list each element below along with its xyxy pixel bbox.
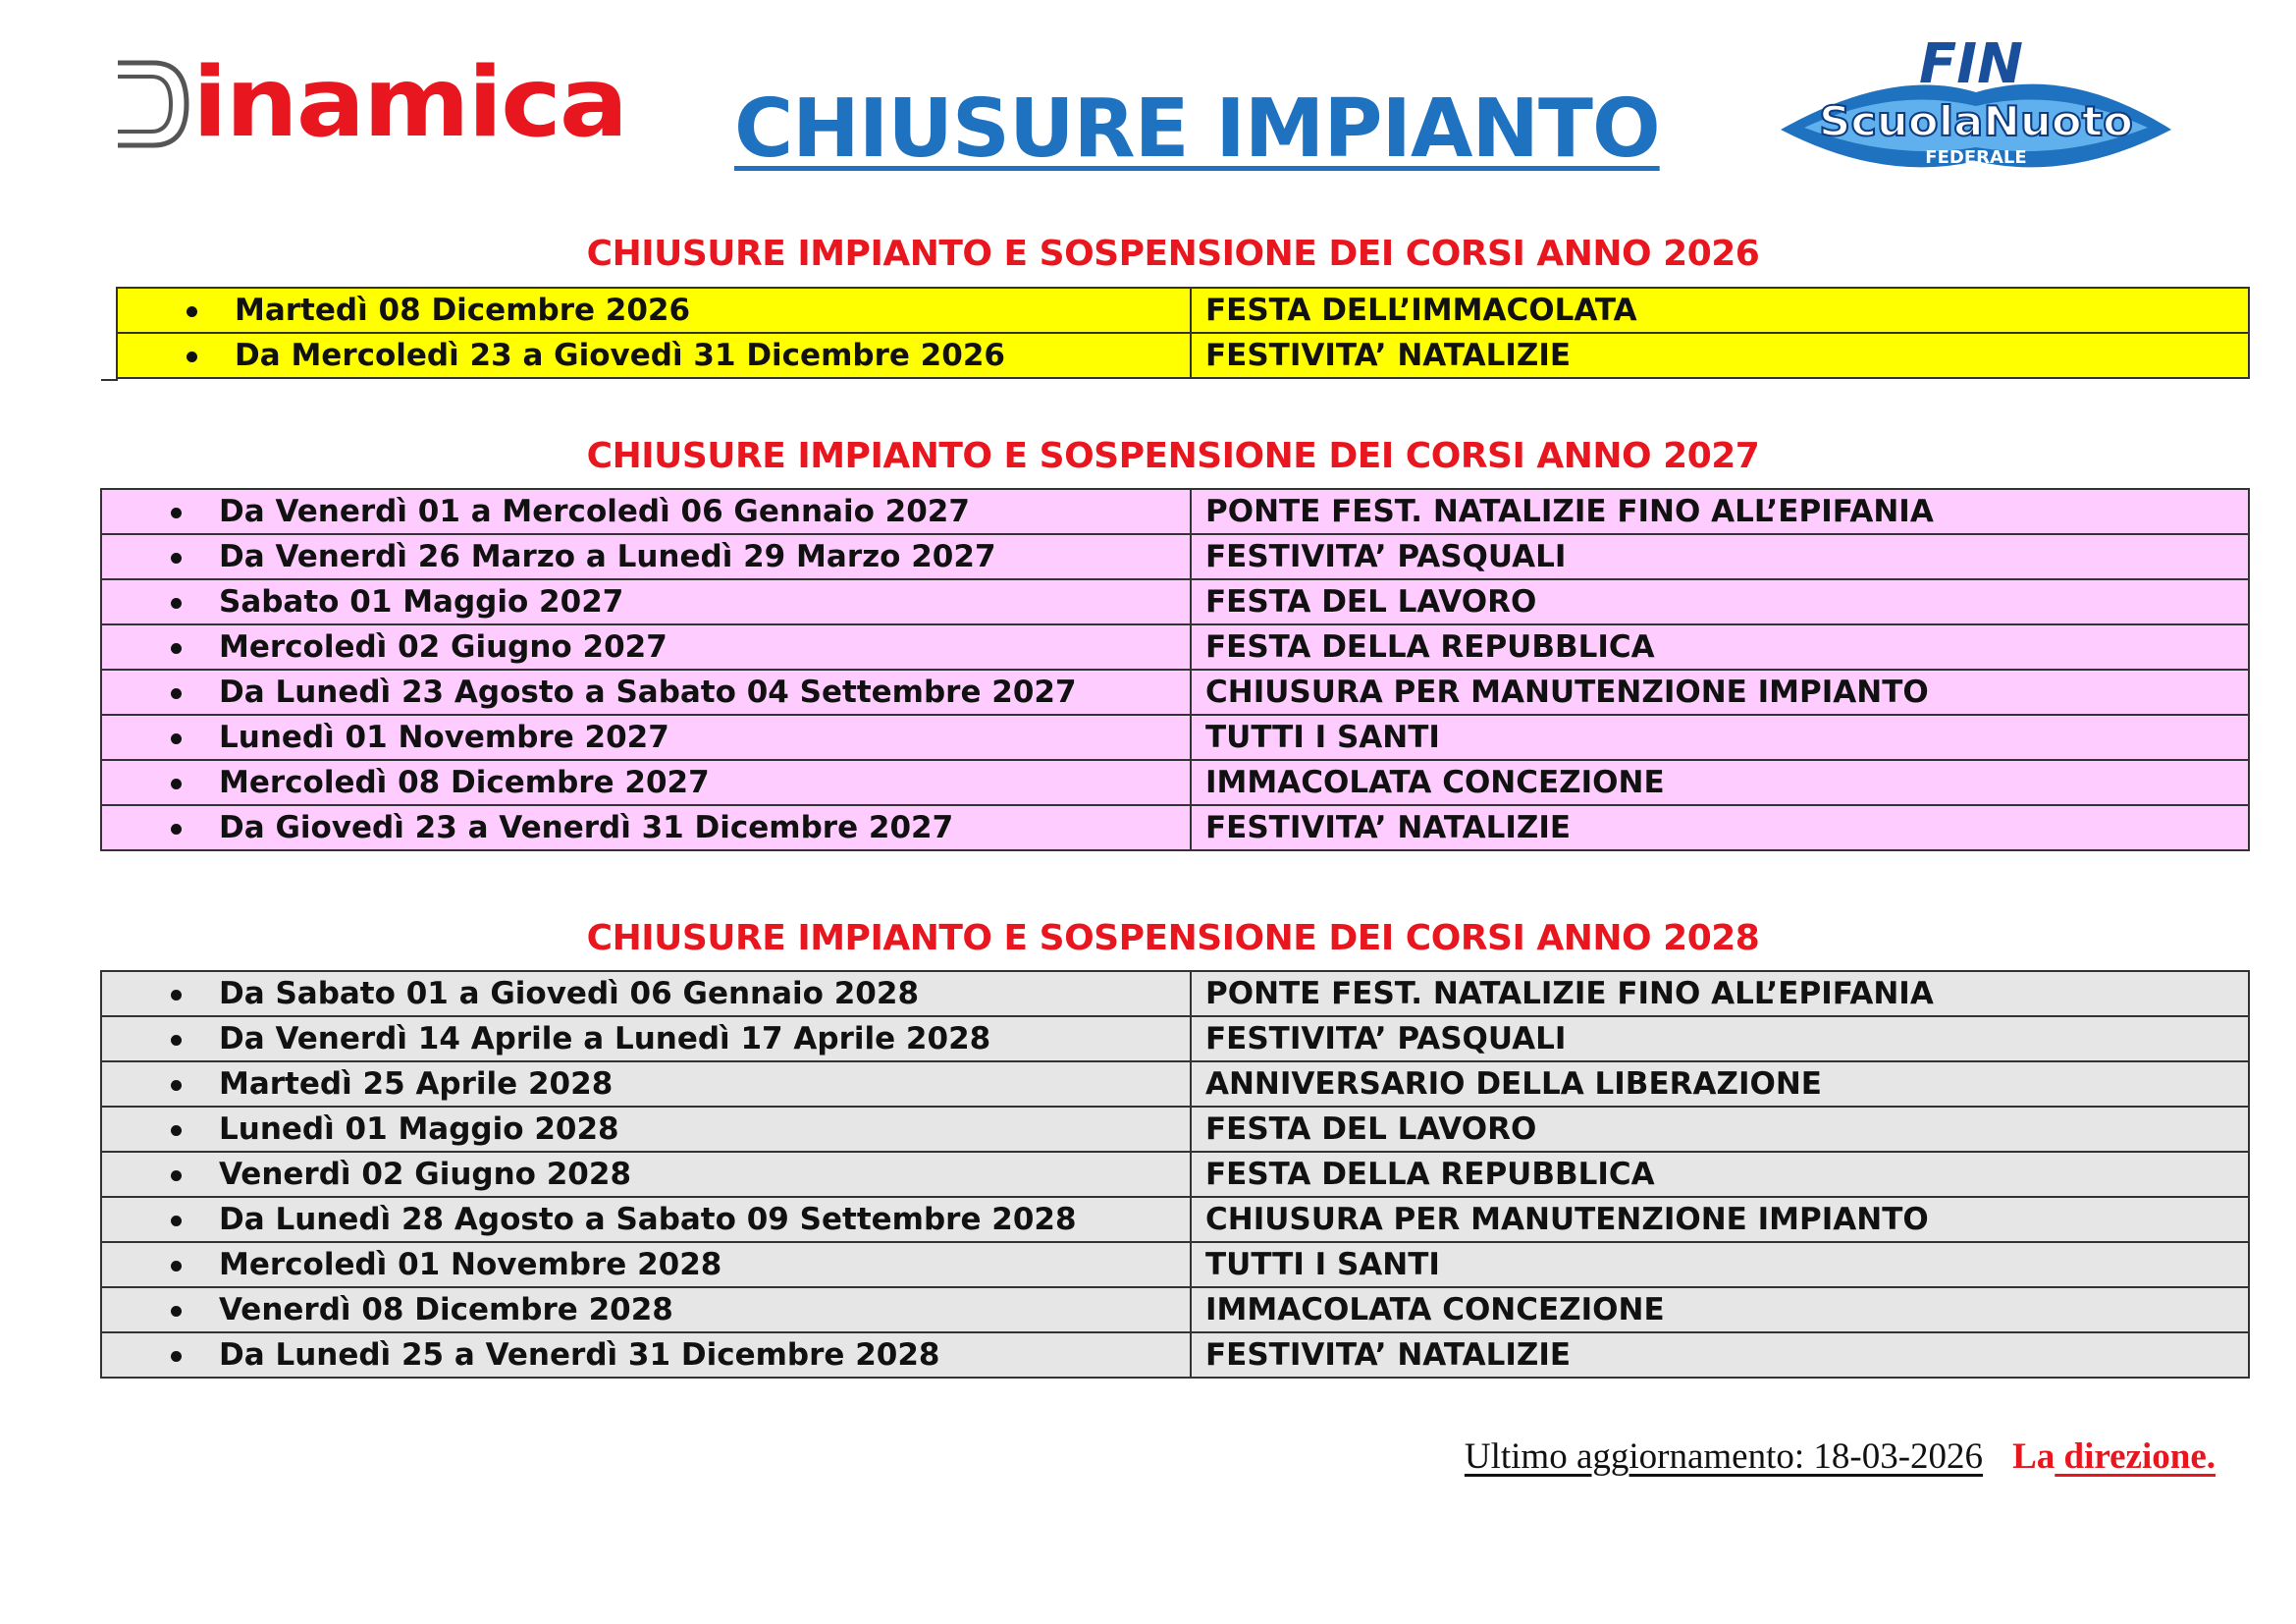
table-row	[101, 1242, 2249, 1287]
date-text: Sabato 01 Maggio 2027	[219, 584, 624, 620]
reason-cell: FESTIVITA’ NATALIZIE	[1191, 333, 2249, 378]
date-cell	[101, 971, 1191, 1016]
date-cell	[101, 1197, 1191, 1242]
table-row	[101, 624, 2249, 670]
table-row	[101, 1152, 2249, 1197]
date-text: Lunedì 01 Maggio 2028	[219, 1111, 619, 1147]
table-row	[101, 579, 2249, 624]
date-cell	[101, 805, 1191, 850]
date-text: Mercoledì 08 Dicembre 2027	[219, 765, 710, 800]
dinamica-logo-graphic	[116, 55, 636, 153]
signature-direzione: direzione.	[2055, 1436, 2216, 1477]
fin-text: FIN	[1919, 35, 2023, 96]
date-cell	[101, 760, 1191, 805]
date-text: Venerdì 08 Dicembre 2028	[219, 1292, 673, 1327]
closures-table-2028	[100, 970, 2250, 1379]
reason-cell: FESTA DELL’IMMACOLATA	[1191, 288, 2249, 333]
reason-cell: FESTIVITA’ PASQUALI	[1191, 534, 2249, 579]
bullet-icon	[171, 1080, 182, 1091]
reason-cell: ANNIVERSARIO DELLA LIBERAZIONE	[1191, 1061, 2249, 1107]
section-heading-2027: CHIUSURE IMPIANTO E SOSPENSIONE DEI CORSI ANNO 2027	[586, 436, 1760, 476]
date-cell	[101, 1016, 1191, 1061]
table-underline	[101, 379, 118, 381]
date-cell	[117, 333, 1191, 378]
date-cell	[101, 1332, 1191, 1378]
bullet-icon	[171, 553, 182, 564]
bullet-icon	[171, 733, 182, 744]
reason-cell: FESTIVITA’ NATALIZIE	[1191, 1332, 2249, 1378]
bullet-icon	[171, 1306, 182, 1317]
reason-cell: FESTA DEL LAVORO	[1191, 1107, 2249, 1152]
reason-cell: TUTTI I SANTI	[1191, 1242, 2249, 1287]
closures-table-2026	[116, 287, 2250, 379]
reason-cell: FESTIVITA’ PASQUALI	[1191, 1016, 2249, 1061]
reason-cell: FESTA DEL LAVORO	[1191, 579, 2249, 624]
date-cell	[101, 1061, 1191, 1107]
reason-cell: FESTA DELLA REPUBBLICA	[1191, 1152, 2249, 1197]
reason-cell: CHIUSURA PER MANUTENZIONE IMPIANTO	[1191, 670, 2249, 715]
bullet-icon	[171, 1170, 182, 1181]
date-cell	[101, 670, 1191, 715]
date-cell	[101, 579, 1191, 624]
date-cell	[101, 715, 1191, 760]
bullet-icon	[171, 1125, 182, 1136]
signature	[2012, 1436, 2216, 1477]
bullet-icon	[187, 352, 197, 362]
bullet-icon	[187, 306, 197, 317]
date-text: Da Sabato 01 a Giovedì 06 Gennaio 2028	[219, 976, 920, 1011]
last-updated: Ultimo aggiornamento: 18-03-2026	[1464, 1436, 1984, 1477]
reason-cell: FESTA DELLA REPUBBLICA	[1191, 624, 2249, 670]
table-row	[117, 288, 2249, 333]
date-text: Venerdì 02 Giugno 2028	[219, 1157, 632, 1192]
page-title: CHIUSURE IMPIANTO	[734, 82, 1660, 176]
date-cell	[101, 1152, 1191, 1197]
date-cell	[101, 1107, 1191, 1152]
table-row	[101, 1107, 2249, 1152]
bullet-icon	[171, 1216, 182, 1226]
date-text: Lunedì 01 Novembre 2027	[219, 720, 669, 755]
fin-scuolanuoto-logo	[1775, 35, 2177, 183]
date-cell	[117, 288, 1191, 333]
signature-la: La	[2012, 1436, 2056, 1477]
table-row	[101, 1197, 2249, 1242]
table-row	[101, 760, 2249, 805]
reason-cell: PONTE FEST. NATALIZIE FINO ALL’EPIFANIA	[1191, 489, 2249, 534]
table-row	[101, 534, 2249, 579]
date-text: Da Venerdì 01 a Mercoledì 06 Gennaio 2027	[219, 494, 970, 529]
date-text: Martedì 08 Dicembre 2026	[235, 293, 691, 328]
section-heading-2026: CHIUSURE IMPIANTO E SOSPENSIONE DEI CORSI ANNO 2026	[586, 234, 1760, 274]
reason-cell: IMMACOLATA CONCEZIONE	[1191, 1287, 2249, 1332]
bullet-icon	[171, 1351, 182, 1362]
bullet-icon	[171, 688, 182, 699]
closures-table-2027	[100, 488, 2250, 851]
date-text: Martedì 25 Aprile 2028	[219, 1066, 614, 1102]
reason-cell: PONTE FEST. NATALIZIE FINO ALL’EPIFANIA	[1191, 971, 2249, 1016]
table-row	[101, 1061, 2249, 1107]
date-cell	[101, 489, 1191, 534]
table-row	[101, 1287, 2249, 1332]
date-text: Da Lunedì 25 a Venerdì 31 Dicembre 2028	[219, 1337, 940, 1373]
date-text: Da Venerdì 26 Marzo a Lunedì 29 Marzo 2027	[219, 539, 996, 574]
date-text: Da Lunedì 28 Agosto a Sabato 09 Settembre 2028	[219, 1202, 1077, 1237]
date-text: Da Giovedì 23 a Venerdì 31 Dicembre 2027	[219, 810, 954, 845]
bullet-icon	[171, 779, 182, 789]
reason-cell: CHIUSURA PER MANUTENZIONE IMPIANTO	[1191, 1197, 2249, 1242]
federale-text: FEDERALE	[1925, 147, 2027, 168]
date-text: Da Mercoledì 23 a Giovedì 31 Dicembre 2026	[235, 338, 1005, 373]
bullet-icon	[171, 508, 182, 518]
reason-cell: FESTIVITA’ NATALIZIE	[1191, 805, 2249, 850]
table-row	[101, 715, 2249, 760]
table-row	[101, 971, 2249, 1016]
date-cell	[101, 534, 1191, 579]
dinamica-logo	[116, 55, 636, 153]
bullet-icon	[171, 824, 182, 835]
footer	[1465, 1435, 2216, 1478]
date-text: Mercoledì 01 Novembre 2028	[219, 1247, 722, 1282]
table-row	[101, 670, 2249, 715]
bullet-icon	[171, 1261, 182, 1272]
bullet-icon	[171, 598, 182, 609]
section-heading-2028: CHIUSURE IMPIANTO E SOSPENSIONE DEI CORSI ANNO 2028	[586, 918, 1760, 958]
date-cell	[101, 1287, 1191, 1332]
table-row	[101, 1332, 2249, 1378]
date-text: Da Venerdì 14 Aprile a Lunedì 17 Aprile 2028	[219, 1021, 991, 1056]
bullet-icon	[171, 643, 182, 654]
table-row	[101, 489, 2249, 534]
date-cell	[101, 1242, 1191, 1287]
table-row	[101, 805, 2249, 850]
reason-cell: TUTTI I SANTI	[1191, 715, 2249, 760]
scuolanuoto-text: ScuolaNuoto	[1819, 97, 2133, 145]
dinamica-logo-text: inamica	[192, 55, 626, 153]
table-row	[117, 333, 2249, 378]
bullet-icon	[171, 990, 182, 1001]
date-cell	[101, 624, 1191, 670]
reason-cell: IMMACOLATA CONCEZIONE	[1191, 760, 2249, 805]
date-text: Da Lunedì 23 Agosto a Sabato 04 Settembre 2027	[219, 675, 1077, 710]
table-row	[101, 1016, 2249, 1061]
date-text: Mercoledì 02 Giugno 2027	[219, 629, 667, 665]
bullet-icon	[171, 1035, 182, 1046]
